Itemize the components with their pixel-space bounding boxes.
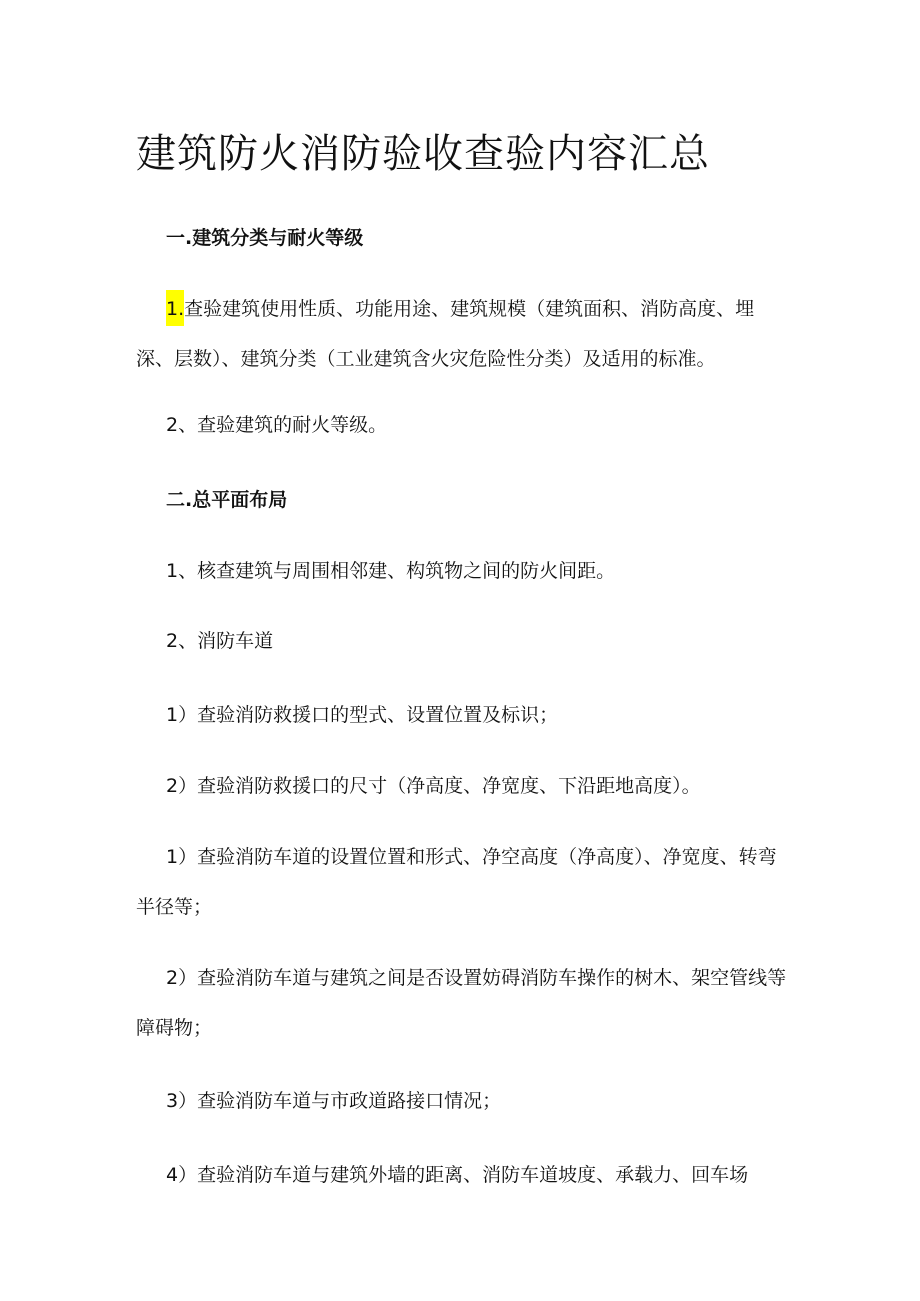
paragraph-1-1 bbox=[136, 284, 790, 384]
rescue-item-2: 2）查验消防救援口的尺寸（净高度、净宽度、下沿距地高度）。 bbox=[166, 775, 701, 797]
paragraph-2-2: 2、消防车道 bbox=[166, 630, 274, 652]
rescue-item-1: 1）查验消防救援口的型式、设置位置及标识； bbox=[166, 704, 559, 726]
lane-item-3: 3）查验消防车道与市政道路接口情况； bbox=[166, 1090, 502, 1112]
paragraph-1-2: 2、查验建筑的耐火等级。 bbox=[166, 414, 388, 436]
lane-item-4: 4）查验消防车道与建筑外墙的距离、消防车道坡度、承载力、回车场 bbox=[166, 1164, 749, 1186]
lane-item-1: 1）查验消防车道的设置位置和形式、净空高度（净高度）、净宽度、转弯半径等； bbox=[136, 846, 777, 918]
section-heading-2: 二.总平面布局 bbox=[166, 489, 288, 511]
highlighted-item-number: 1. bbox=[166, 290, 184, 326]
section-heading-1: 一.建筑分类与耐火等级 bbox=[166, 227, 364, 249]
page-title: 建筑防火消防验收查验内容汇总 bbox=[136, 131, 710, 177]
lane-item-2: 2）查验消防车道与建筑之间是否设置妨碍消防车操作的树木、架空管线等障碍物； bbox=[136, 967, 787, 1039]
paragraph-2-1: 1、核查建筑与周围相邻建、构筑物之间的防火间距。 bbox=[166, 560, 616, 582]
paragraph-1-1-text: 查验建筑使用性质、功能用途、建筑规模（建筑面积、消防高度、埋深、层数）、建筑分类（工业建筑含火灾危险性分类）及适用的标准。 bbox=[136, 298, 755, 370]
